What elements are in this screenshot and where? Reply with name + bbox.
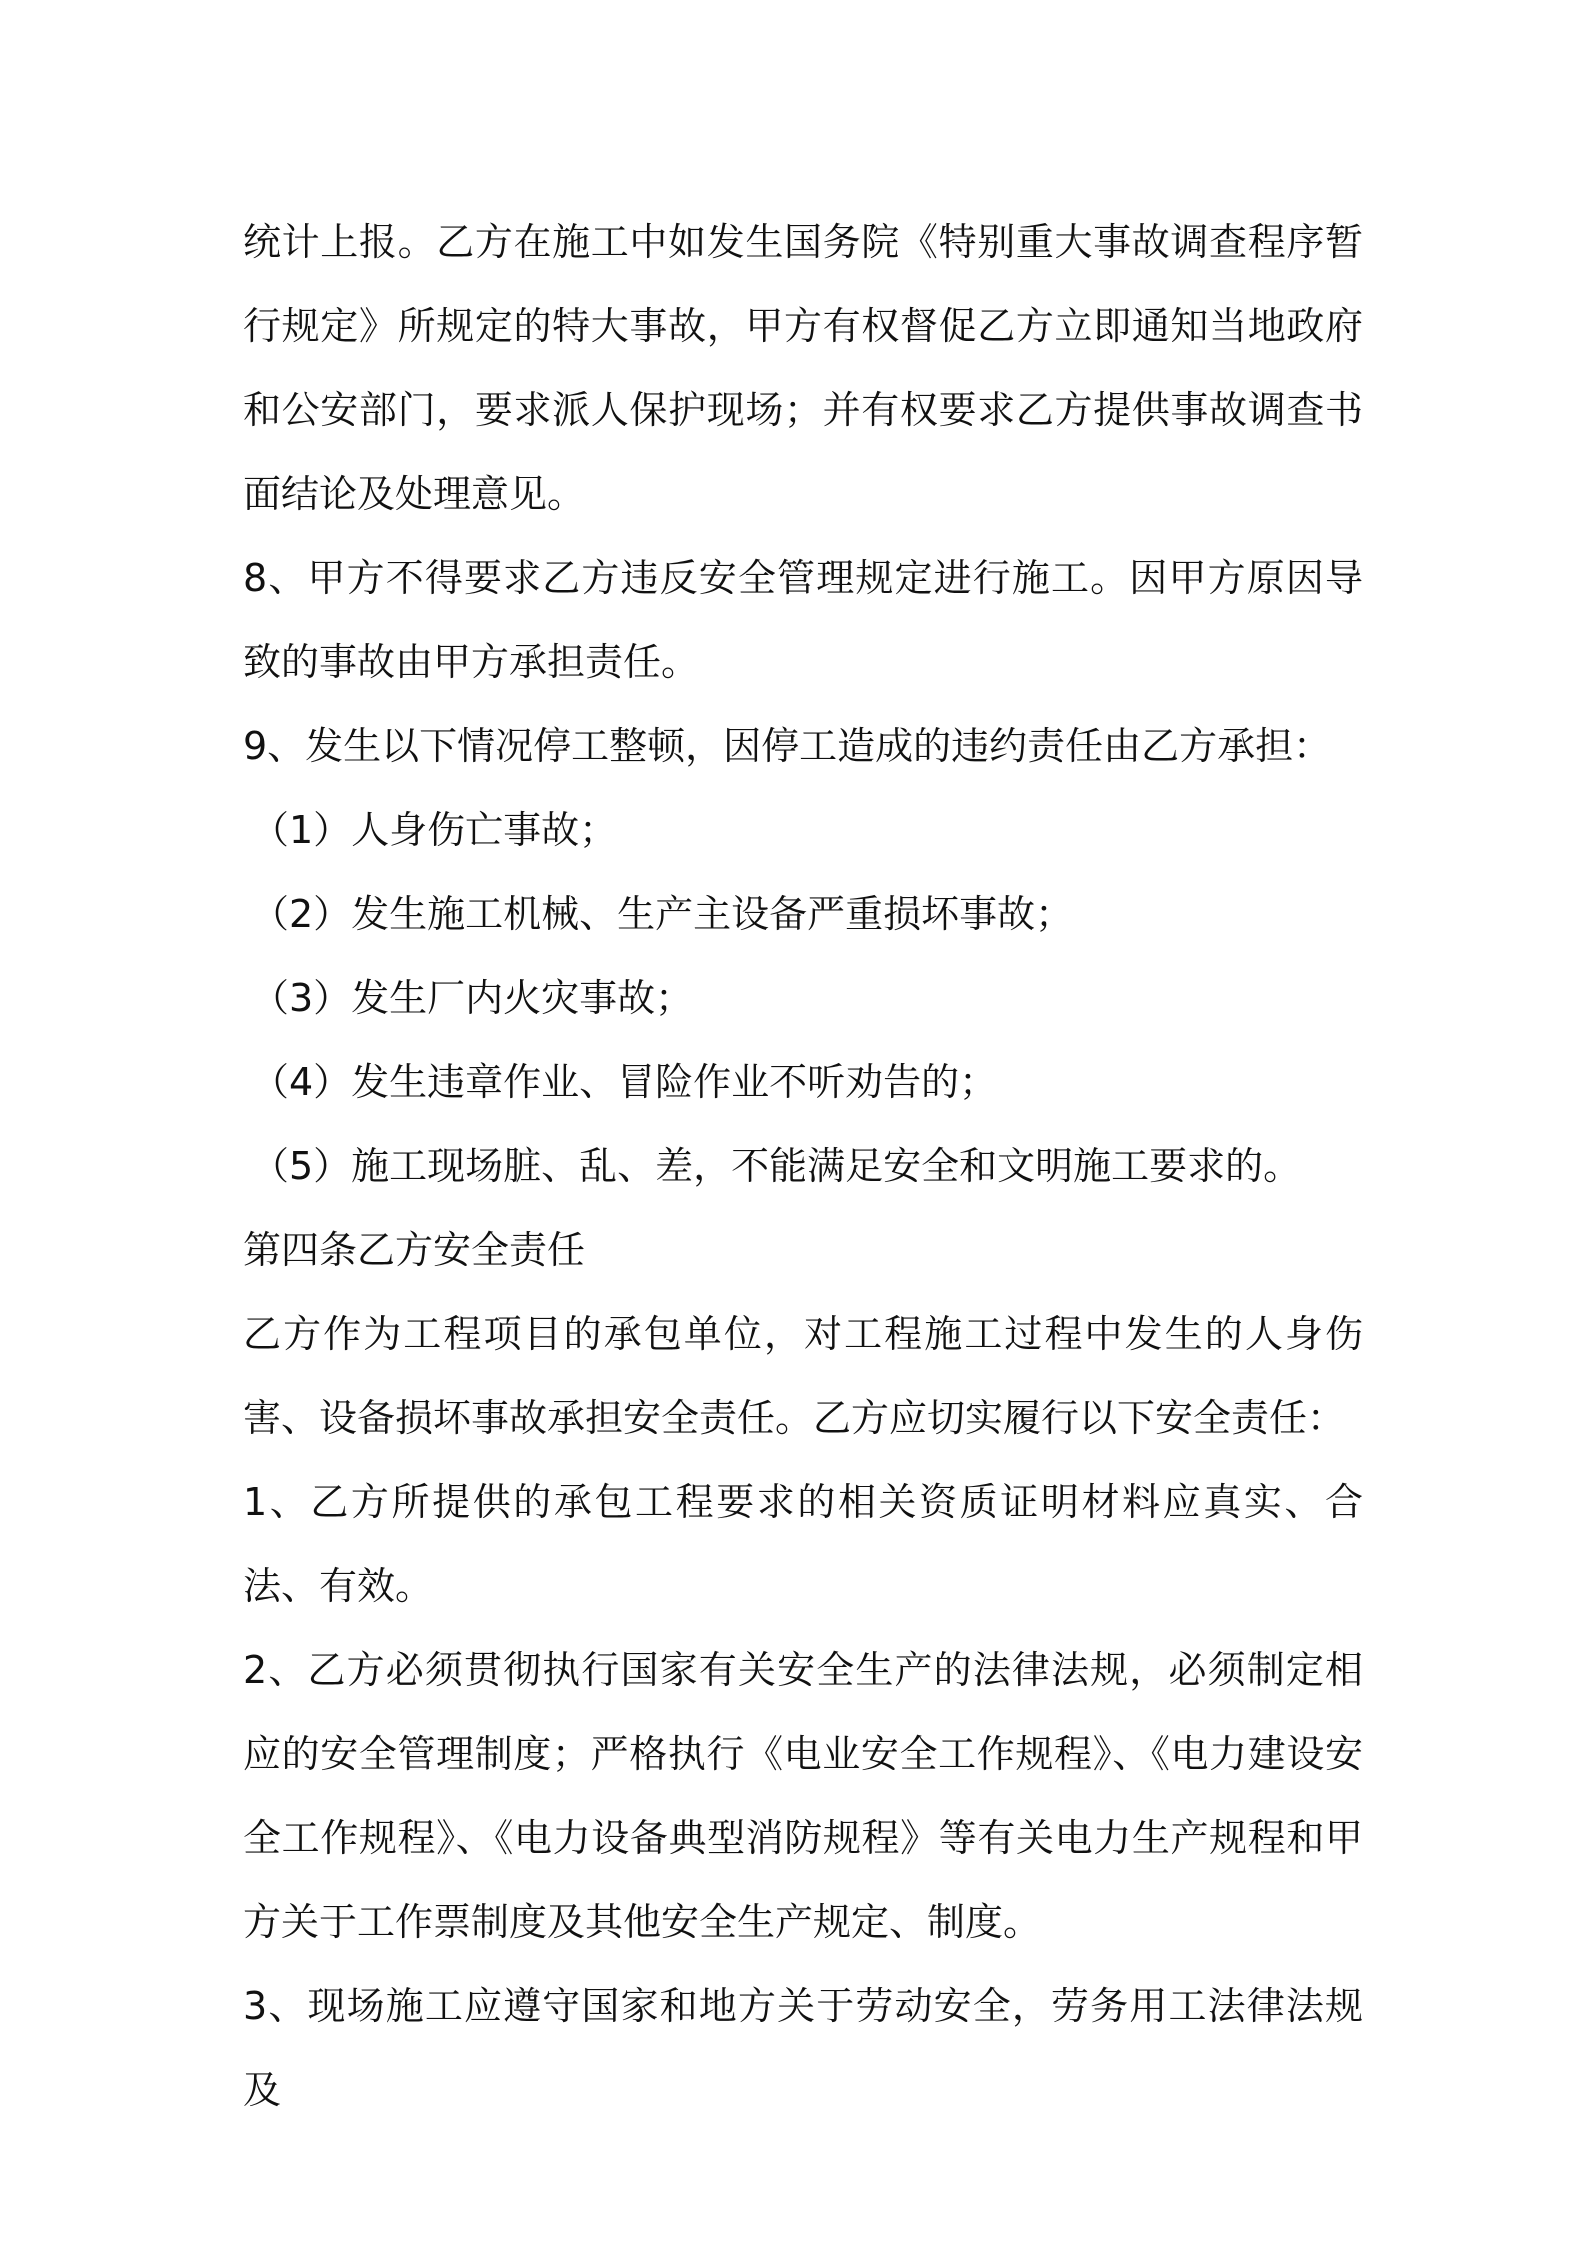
document-body (243, 200, 1363, 2132)
list-item-1: （1）人身伤亡事故； (251, 808, 618, 852)
section-heading-article-4: 第四条乙方安全责任 (243, 1228, 586, 1272)
list-item-4: （4）发生违章作业、冒险作业不听劝告的； (251, 1060, 998, 1104)
list-item-3: （3）发生厂内火灾事故； (251, 976, 694, 1020)
list-item-2: （2）发生施工机械、生产主设备严重损坏事故； (251, 892, 1074, 936)
paragraph-b-clause-1: 1、乙方所提供的承包工程要求的相关资质证明材料应真实、合法、有效。 (243, 1480, 1363, 1608)
paragraph-accident-report: 统计上报。乙方在施工中如发生国务院《特别重大事故调查程序暂行规定》所规定的特大事故，甲方有权督促乙方立即通知当地政府和公安部门，要求派人保护现场；并有权要求乙方提供事故调查书面结论及处理意见。 (243, 220, 1363, 516)
paragraph-clause-9: 9、发生以下情况停工整顿，因停工造成的违约责任由乙方承担： (243, 724, 1332, 768)
paragraph-b-clause-2: 2、乙方必须贯彻执行国家有关安全生产的法律法规，必须制定相应的安全管理制度；严格执行《电业安全工作规程》、《电力建设安全工作规程》、《电力设备典型消防规程》等有关电力生产规程和甲方关于工作票制度及其他安全生产规定、制度。 (243, 1648, 1363, 1944)
paragraph-party-b-intro: 乙方作为工程项目的承包单位，对工程施工过程中发生的人身伤害、设备损坏事故承担安全责任。乙方应切实履行以下安全责任： (243, 1312, 1363, 1440)
paragraph-b-clause-3: 3、现场施工应遵守国家和地方关于劳动安全，劳务用工法律法规及 (243, 1984, 1363, 2112)
list-item-5: （5）施工现场脏、乱、差，不能满足安全和文明施工要求的。 (251, 1144, 1302, 1188)
paragraph-clause-8: 8、甲方不得要求乙方违反安全管理规定进行施工。因甲方原因导致的事故由甲方承担责任。 (243, 556, 1363, 684)
